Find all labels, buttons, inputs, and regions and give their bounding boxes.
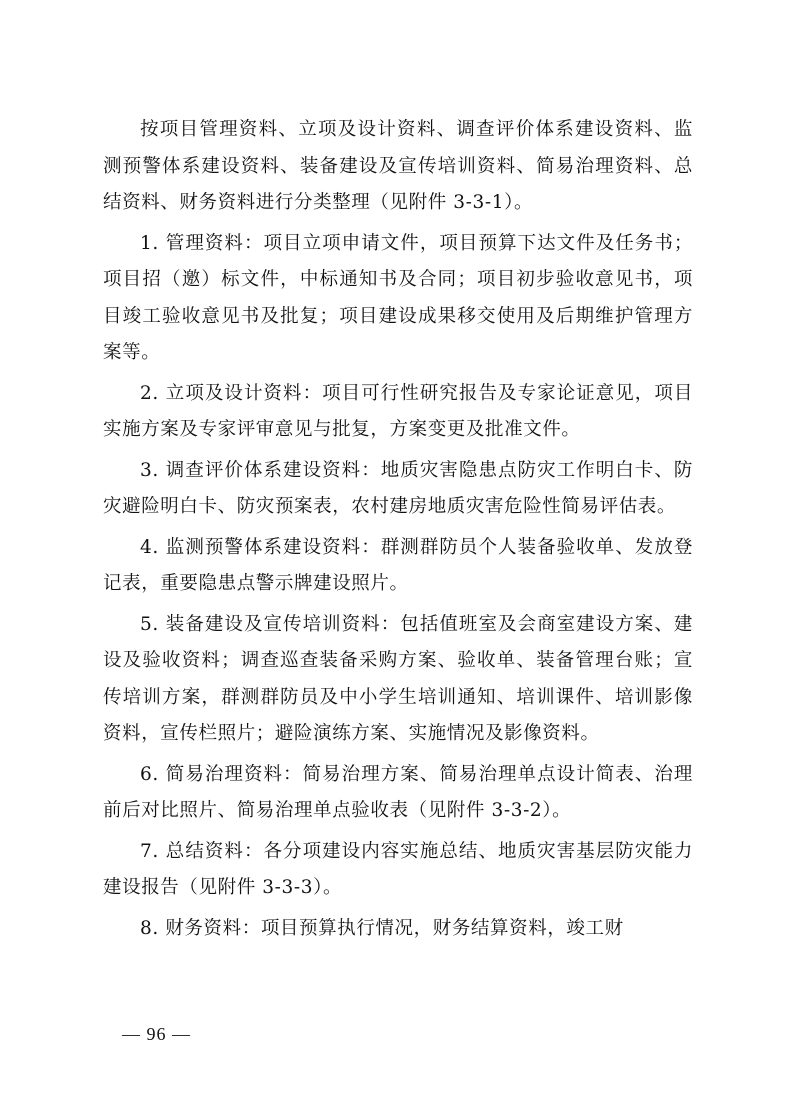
paragraph-monitoring-warning: 4. 监测预警体系建设资料：群测群防员个人装备验收单、发放登记表，重要隐患点警示牌建设照片。	[103, 536, 693, 594]
document-body	[103, 112, 693, 951]
page-number: — 96 —	[122, 1024, 191, 1044]
paragraph-intro: 按项目管理资料、立项及设计资料、调查评价体系建设资料、监测预警体系建设资料、装备建设及宣传培训资料、简易治理资料、总结资料、财务资料进行分类整理（见附件 3-3-1）。	[103, 119, 693, 213]
paragraph-survey-evaluation: 3. 调查评价体系建设资料：地质灾害隐患点防灾工作明白卡、防灾避险明白卡、防灾预案表，农村建房地质灾害危险性简易评估表。	[103, 459, 693, 517]
paragraph-simple-treatment: 6. 简易治理资料：简易治理方案、简易治理单点设计简表、治理前后对比照片、简易治理单点验收表（见附件 3-3-2）。	[103, 763, 693, 821]
paragraph-equipment-training: 5. 装备建设及宣传培训资料：包括值班室及会商室建设方案、建设及验收资料；调查巡查装备采购方案、验收单、装备管理台账；宣传培训方案，群测群防员及中小学生培训通知、培训课件、培训影像资料，宣传栏照片；避险演练方案、实施情况及影像资料。	[103, 613, 693, 744]
paragraph-management: 1. 管理资料：项目立项申请文件，项目预算下达文件及任务书；项目招（邀）标文件，中标通知书及合同；项目初步验收意见书，项目竣工验收意见书及批复；项目建设成果移交使用及后期维护管理方案等。	[103, 232, 693, 363]
paragraph-summary: 7. 总结资料：各分项建设内容实施总结、地质灾害基层防灾能力建设报告（见附件 3-3-3）。	[103, 840, 693, 898]
paragraph-project-design: 2. 立项及设计资料：项目可行性研究报告及专家论证意见，项目实施方案及专家评审意见与批复，方案变更及批准文件。	[103, 382, 693, 440]
paragraph-finance: 8. 财务资料：项目预算执行情况，财务结算资料，竣工财	[140, 917, 624, 939]
